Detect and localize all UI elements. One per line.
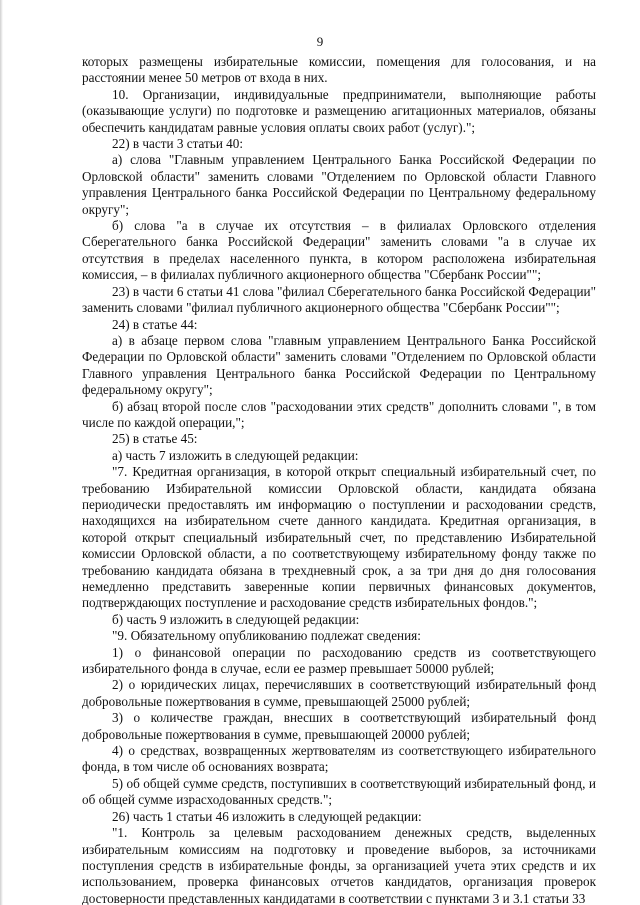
- paragraph: 5) об общей сумме средств, поступивших в соответствующий избирательный фонд, и об общей сумме израсходованных средств.";: [82, 775, 596, 808]
- paragraph: 10. Организации, индивидуальные предприниматели, выполняющие работы (оказывающие услуги) по подготовке и размещению агитационных материалов, обязаны обеспечить кандидатам равные условия оплаты своих работ (услуг).";: [82, 86, 596, 135]
- paragraph: б) абзац второй после слов "расходовании этих средств" дополнить словами ", в том числе по каждой операции,";: [82, 398, 596, 430]
- document-body: [82, 54, 596, 905]
- paragraph: "7. Кредитная организация, в которой открыт специальный избирательный счет, по требованию Избирательной комиссии Орловской области, кандидата обязана периодически предоставлять им информацию о поступлении и расходовании средств, находящихся на избирательном счете данного кандидата. Кредитная организация, в которой открыт специальный избирательный счет, по представлению Избирательной комиссии Орловской области, а по соответствующему избирательному фонду также по требованию кандидата обязана в трехдневный срок, а за три дня до дня голосования немедленно представить заверенные копии первичных финансовых документов, подтверждающих поступление и расходование средств избирательных фондов.";: [82, 464, 596, 611]
- scan-edge: [0, 0, 3, 905]
- paragraph: "1. Контроль за целевым расходованием денежных средств, выделенных избирательным комиссиям на подготовку и проведение выборов, за источниками поступления средств в избирательные фонды, за организацией учета этих средств и их использованием, проверка финансовых отчетов кандидатов, организация проверок достоверности представленных кандидатами в соответствии с пунктами 3 и 3.1 статьи 33: [82, 825, 596, 905]
- paragraph: 23) в части 6 статьи 41 слова "филиал Сберегательного банка Российской Федерации" заменить словами "филиал публичного акционерного общества "Сбербанк России"";: [82, 283, 596, 316]
- paragraph: 4) о средствах, возвращенных жертвователям из соответствующего избирательного фонда, в том числе об основаниях возврата;: [82, 743, 596, 775]
- page-number: 9: [316, 34, 324, 49]
- paragraph: б) часть 9 изложить в следующей редакции:: [112, 611, 360, 627]
- paragraph: а) в абзаце первом слова "главным управлением Центрального Банка Российской Федерации по Орловской области" заменить словами "Отделением по Орловской области Главного управления Центрального банка Российской Федерации по Центральному федеральному округу";: [82, 332, 596, 398]
- paragraph: 26) часть 1 статьи 46 изложить в следующей редакции:: [112, 808, 422, 824]
- paragraph: а) часть 7 изложить в следующей редакции:: [112, 447, 359, 463]
- paragraph: 3) о количестве граждан, внесших в соответствующий избирательный фонд добровольные пожертвования в сумме, превышающей 20000 рублей;: [82, 710, 596, 742]
- paragraph: которых размещены избирательные комиссии, помещения для голосования, и на расстоянии менее 50 метров от входа в них.: [82, 54, 596, 86]
- paragraph: 24) в статье 44:: [112, 316, 198, 332]
- paragraph: б) слова "а в случае их отсутствия – в филиалах Орловского отделения Сберегательного банка Российской Федерации" заменить словами "а в случае их отсутствия в пределах населенного пункта, в котором расположена избирательная комиссия, – в филиалах публичного акционерного общества "Сбербанк России"";: [82, 218, 596, 283]
- paragraph: 25) в статье 45:: [112, 431, 198, 447]
- paragraph: а) слова "Главным управлением Центрального Банка Российской Федерации по Орловской области" заменить словами "Отделением по Орловской области Главного управления Центрального банка Российской Федерации по Центральному федеральному округу";: [82, 152, 596, 217]
- paragraph: 22) в части 3 статьи 40:: [112, 136, 244, 152]
- paragraph: 2) о юридических лицах, перечислявших в соответствующий избирательный фонд добровольные пожертвования в сумме, превышающей 25000 рублей;: [82, 677, 596, 709]
- paragraph: "9. Обязательному опубликованию подлежат сведения:: [112, 628, 421, 644]
- paragraph: 1) о финансовой операции по расходованию средств из соответствующего избирательного фонда в случае, если ее размер превышает 50000 рублей;: [82, 644, 596, 677]
